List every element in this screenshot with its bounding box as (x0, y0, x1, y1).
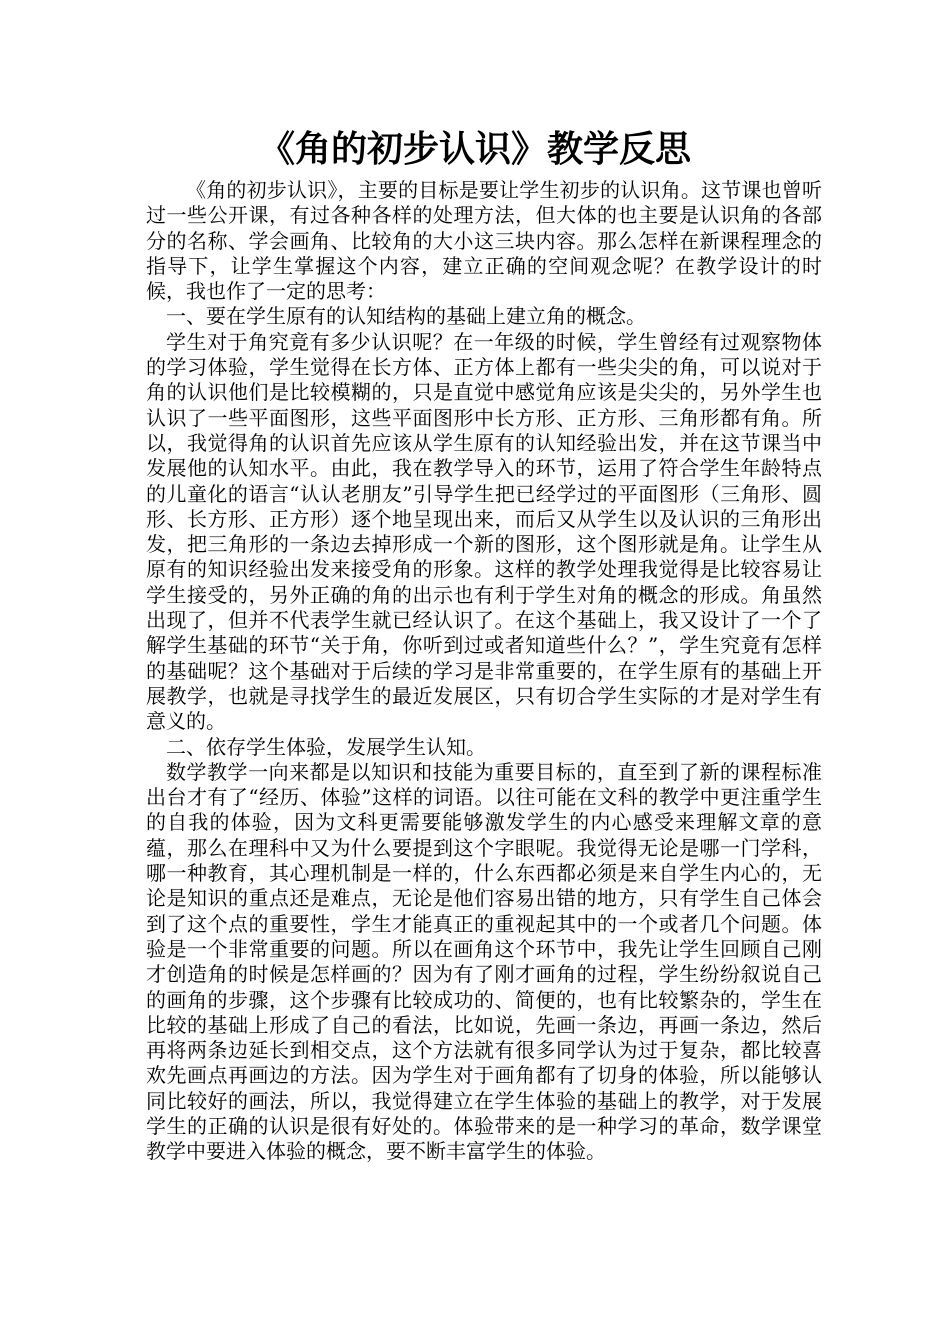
intro-paragraph: 《角的初步认识》，主要的目标是要让学生初步的认识角。这节课也曾听过一些公开课，有过各种各样的处理方法，但大体的也主要是认识角的各部分的名称、学会画角、比较角的大小这三块内容。那么怎样在新课程理念的指导下，让学生掌握这个内容，建立正确的空间观念呢？在教学设计的时候，我也作了一定的思考： (146, 178, 822, 304)
document-title: 《角的初步认识》教学反思 (258, 129, 691, 170)
section-heading-2: 二、依存学生体验，发展学生认知。 (166, 734, 486, 759)
section-2-paragraph: 数学教学一向来都是以知识和技能为重要目标的，直至到了新的课程标准出台才有了“经历、体验”这样的词语。以往可能在文科的教学中更注重学生的自我的体验，因为文科更需要能够激发学生的内心感受来理解文章的意蕴，那么在理科中又为什么要提到这个字眼呢。我觉得无论是哪一门学科，哪一种教育，其心理机制是一样的，什么东西都必须是来自学生内心的，无论是知识的重点还是难点，无论是他们容易出错的地方，只有学生自己体会到了这个点的重要性，学生才能真正的重视起其中的一个或者几个问题。体验是一个非常重要的问题。所以在画角这个环节中，我先让学生回顾自己刚才创造角的时候是怎样画的？因为有了刚才画角的过程，学生纷纷叙说自己的画角的步骤，这个步骤有比较成功的、简便的，也有比较繁杂的，学生在比较的基础上形成了自己的看法，比如说，先画一条边，再画一条边，然后再将两条边延长到相交点，这个方法就有很多同学认为过于复杂，都比较喜欢先画点再画边的方法。因为学生对于画角都有了切身的体验，所以能够认同比较好的画法，所以，我觉得建立在学生体验的基础上的教学，对于发展学生的正确的认识是很有好处的。体验带来的是一种学习的革命，数学课堂教学中要进入体验的概念，要不断丰富学生的体验。 (146, 759, 822, 1164)
section-1-paragraph: 学生对于角究竟有多少认识呢？在一年级的时候，学生曾经有过观察物体的学习体验，学生觉得在长方体、正方体上都有一些尖尖的角，可以说对于角的认识他们是比较模糊的，只是直觉中感觉角应该是尖尖的，另外学生也认识了一些平面图形，这些平面图形中长方形、正方形、三角形都有角。所以，我觉得角的认识首先应该从学生原有的认知经验出发，并在这节课当中发展他的认知水平。由此，我在教学导入的环节，运用了符合学生年龄特点的儿童化的语言“认认老朋友”引导学生把已经学过的平面图形（三角形、圆形、长方形、正方形）逐个地呈现出来，而后又从学生以及认识的三角形出发，把三角形的一条边去掉形成一个新的图形，这个图形就是角。让学生从原有的知识经验出发来接受角的形象。这样的教学处理我觉得是比较容易让学生接受的，另外正确的角的出示也有利于学生对角的概念的形成。角虽然出现了，但并不代表学生就已经认识了。在这个基础上，我又设计了一个了解学生基础的环节“关于角，你听到过或者知道些什么？”，学生究竟有怎样的基础呢？这个基础对于后续的学习是非常重要的，在学生原有的基础上开展教学，也就是寻找学生的最近发展区，只有切合学生实际的才是对学生有意义的。 (146, 329, 822, 734)
document-body (146, 178, 822, 1165)
section-heading-1: 一、要在学生原有的认知结构的基础上建立角的概念。 (166, 304, 646, 329)
